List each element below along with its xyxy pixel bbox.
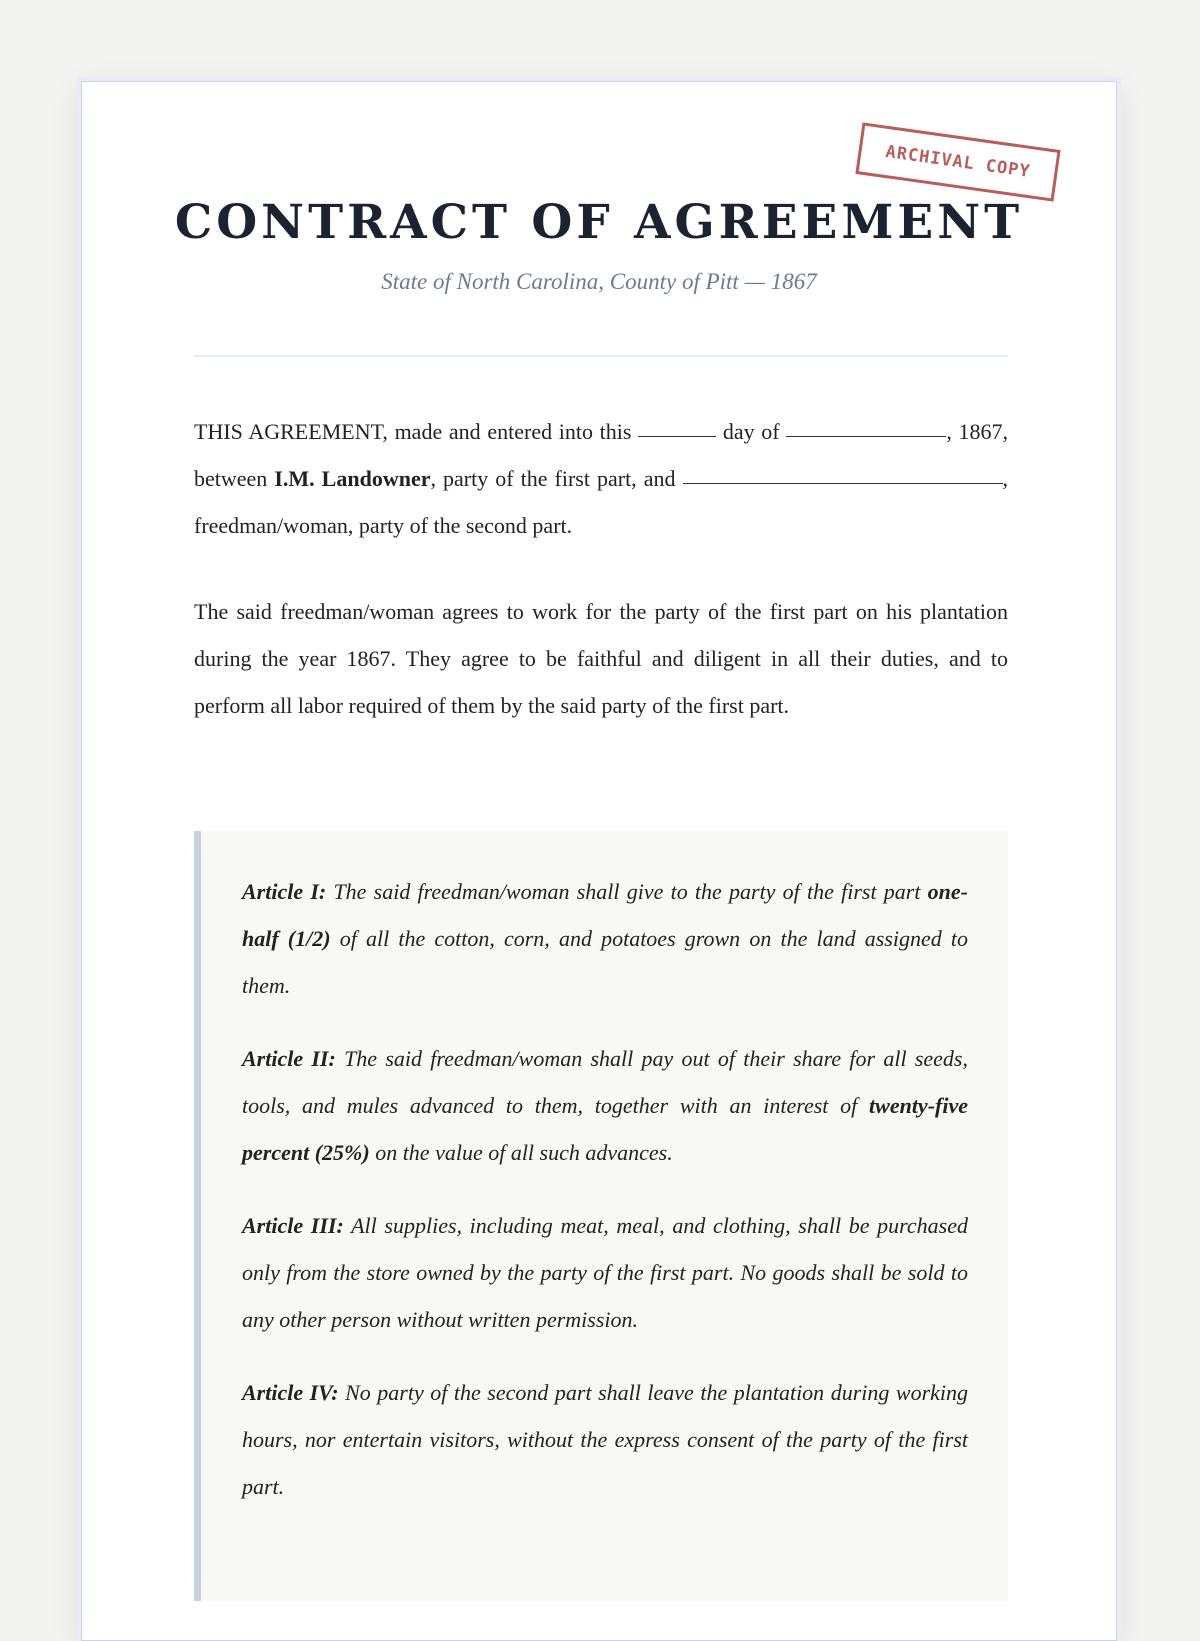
document-page bbox=[81, 81, 1117, 1641]
article-item bbox=[242, 1202, 968, 1343]
article-text: of all the cotton, corn, and potatoes grown on the land assigned to them. bbox=[242, 926, 968, 998]
article-text: The said freedman/woman shall give to the party of the first part bbox=[326, 879, 928, 904]
archival-copy-stamp: ARCHIVAL COPY bbox=[855, 122, 1060, 201]
article-label: Article III: bbox=[242, 1213, 344, 1238]
article-text: No party of the second part shall leave the plantation during working hours, nor entertain visitors, without the express consent of the party of the first part. bbox=[242, 1380, 969, 1499]
article-item bbox=[242, 868, 968, 1009]
article-emphasis: one-half (1/2) bbox=[242, 879, 968, 951]
work-terms-paragraph: The said freedman/woman agrees to work for the party of the first part on his plantation during the year 1867. They agree to be faithful and diligent in all their duties, and to perform all labor required of them by the said party of the first part. bbox=[194, 599, 1008, 718]
article-text: All supplies, including meat, meal, and clothing, shall be purchased only from the store owned by the party of the first part. No goods shall be sold to any other person without written permission. bbox=[242, 1213, 968, 1332]
article-text: The said freedman/woman shall pay out of their share for all seeds, tools, and mules advanced to them, together with an interest of bbox=[242, 1046, 968, 1118]
intro-text: day of bbox=[716, 419, 787, 444]
article-item bbox=[242, 1035, 968, 1176]
article-label: Article IV: bbox=[242, 1380, 339, 1405]
document-title: CONTRACT OF AGREEMENT bbox=[174, 195, 1024, 250]
article-label: Article II: bbox=[242, 1046, 336, 1071]
article-text: on the value of all such advances. bbox=[369, 1140, 673, 1165]
agreement-intro-paragraph bbox=[194, 408, 1008, 549]
articles-block bbox=[194, 831, 1008, 1601]
first-party-name: I.M. Landowner bbox=[274, 466, 431, 491]
document-subtitle: State of North Carolina, County of Pitt — 1867 bbox=[381, 269, 817, 294]
month-blank-line bbox=[786, 435, 946, 437]
intro-text: , 1867, between bbox=[194, 419, 1008, 491]
article-label: Article I: bbox=[242, 879, 327, 904]
day-blank-line bbox=[638, 435, 716, 437]
intro-text: THIS AGREEMENT, made and entered into this bbox=[194, 419, 639, 444]
title-divider bbox=[194, 355, 1008, 357]
second-party-blank-line bbox=[683, 482, 1003, 484]
intro-text: , party of the first part, and bbox=[430, 466, 683, 491]
article-item bbox=[242, 1369, 968, 1510]
intro-text: , freedman/woman, party of the second part. bbox=[194, 466, 1009, 538]
article-emphasis: twenty-five percent (25%) bbox=[242, 1093, 968, 1165]
